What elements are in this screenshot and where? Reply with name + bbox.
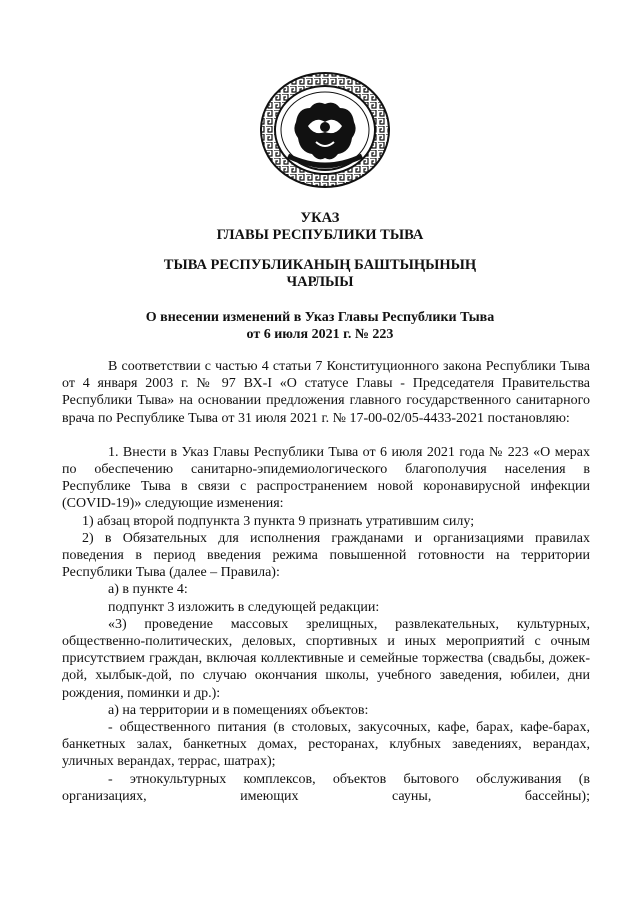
subpoint-2-paragraph: 2) в Обязательных для исполнения гражданами и организациями правилах поведения в период введения режима повышенной готовности на территории Республики Тыва (далее – Правила): [62,530,590,581]
decree-title [60,210,580,244]
subpoint3-intro-paragraph: подпункт 3 изложить в следующей редакции: [108,599,380,615]
item-a-territory-paragraph: а) на территории и в помещениях объектов: [108,702,369,718]
decree-subject-line2: от 6 июля 2021 г. № 223 [246,327,394,342]
dash-catering-paragraph: - общественного питания (в столовых, закусочных, кафе, барах, кафе-барах, банкетных залах, банкетных домах, ресторанах, клубных заведениях, верандах, уличных верандах, террас, шатрах); [62,720,590,770]
point-1-paragraph: 1. Внести в Указ Главы Республики Тыва от 6 июля 2021 года № 223 «О мерах по обеспечению санитарно-эпидемиологического благополучия населения в Республике Тыва в связи с распространением новой коронавирусной инфекции (COVID-19)» следующие изменения: [62,444,590,512]
preamble-paragraph: В соответствии с частью 4 статьи 7 Конституционного закона Республики Тыва от 4 января 2003 г. № 97 ВХ-I «О статусе Главы - Председателя Правительства Республики Тыва» на основании предложения главного государственного санитарного врача по Республике Тыва от 31 июля 2021 г. № 17-00-02/05-4433-2021 постановляю: [62,359,590,426]
decree-title-tyva-line2: ЧАРЛЫЫ [286,274,354,290]
subpoint3-text-paragraph: «3) проведение массовых зрелищных, развлекательных, культурных, общественно-политических, деловых, спортивных и иных мероприятий с очным присутствием граждан, включая коллективные и семейные торжества (свадьбы, дожек-дой, хылбык-дой, по случаю окончания школы, учебного заведения, юбилеи, дни рождения, поминки и др.): [62,616,590,701]
decree-title-tyva-line1: ТЫВА РЕСПУБЛИКАНЫҢ БАШТЫҢЫНЫҢ [163,257,477,273]
dash-ethno-paragraph: - этнокультурных комплексов, объектов бытового обслуживания (в организациях, имеющих сауны, бассейны); [62,771,590,804]
decree-title-tyva [60,257,580,291]
tyva-coat-of-arms-icon [258,70,392,190]
item-a-point4-paragraph: а) в пункте 4: [108,582,188,598]
decree-subject-line1: О внесении изменений в Указ Главы Республики Тыва [145,310,495,325]
decree-body [62,358,590,805]
decree-title-line2: ГЛАВЫ РЕСПУБЛИКИ ТЫВА [216,227,424,243]
decree-subject [60,309,580,343]
decree-title-line1: УКАЗ [300,210,340,226]
subpoint-1-paragraph: 1) абзац второй подпункта 3 пункта 9 признать утратившим силу; [82,513,475,529]
